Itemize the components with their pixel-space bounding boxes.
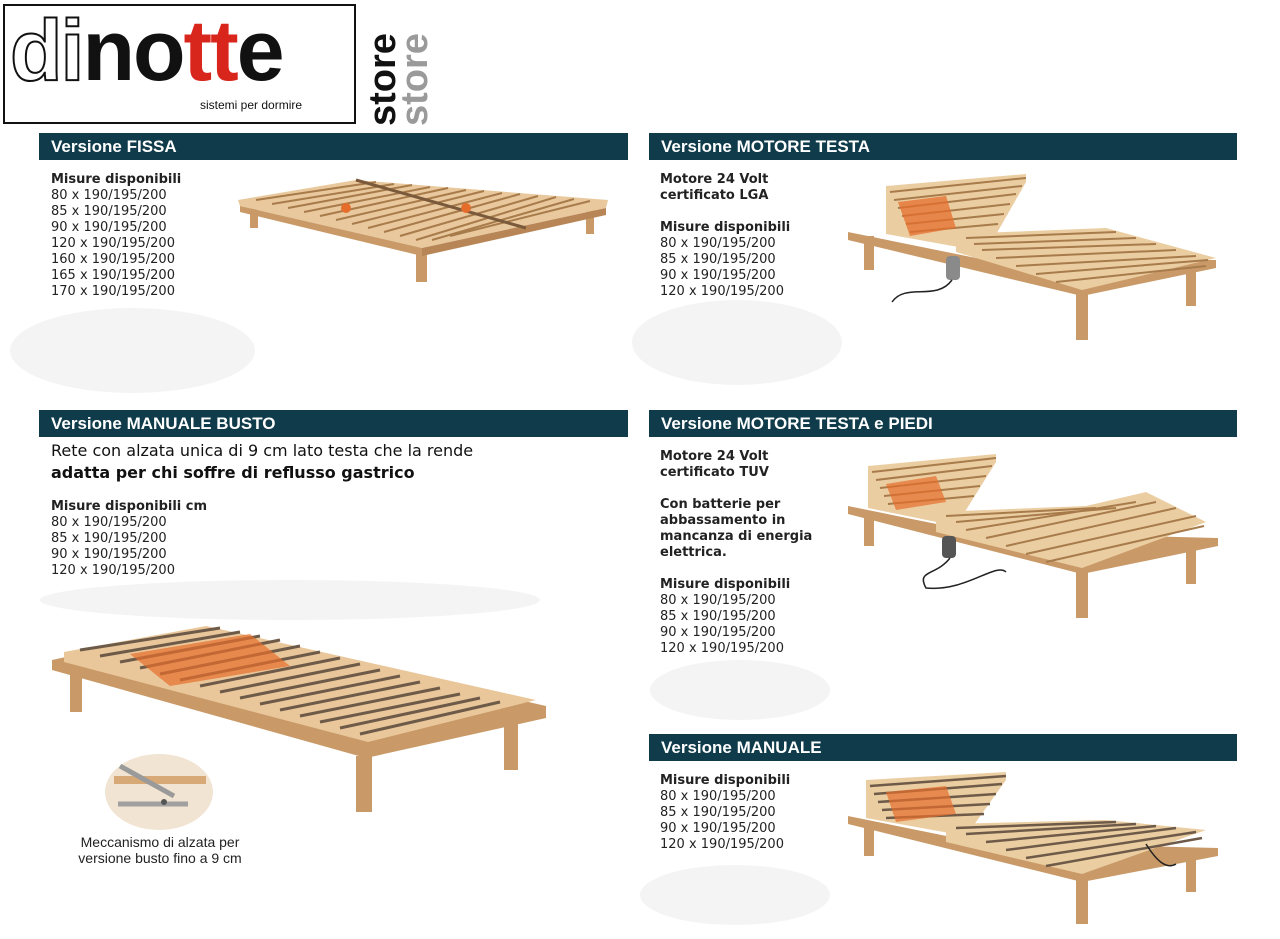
store-label-grey: store <box>394 33 436 126</box>
intro-line: Rete con alzata unica di 9 cm lato testa che la rende <box>51 441 474 460</box>
sizes-list-fissa <box>51 172 181 300</box>
size-item: 80 x 190/195/200 <box>660 593 776 608</box>
size-item: 170 x 190/195/200 <box>51 284 175 299</box>
size-item: 80 x 190/195/200 <box>51 515 167 530</box>
battery-line: Con batterie per <box>660 497 781 512</box>
store-label-dark: store <box>362 33 404 126</box>
sizes-list-manuale <box>660 773 790 853</box>
size-item: 90 x 190/195/200 <box>660 625 776 640</box>
product-shadow <box>40 580 540 620</box>
size-item: 85 x 190/195/200 <box>660 609 776 624</box>
size-item: 85 x 190/195/200 <box>660 805 776 820</box>
sizes-title: Misure disponibili <box>660 220 791 235</box>
size-item: 160 x 190/195/200 <box>51 252 175 267</box>
sizes-title: Misure disponibili <box>660 773 791 788</box>
size-item: 90 x 190/195/200 <box>51 220 167 235</box>
size-item: 85 x 190/195/200 <box>51 531 167 546</box>
size-item: 90 x 190/195/200 <box>660 821 776 836</box>
sizes-list-manuale-busto <box>51 499 207 579</box>
product-shadow <box>650 660 830 720</box>
logo-part-no: no <box>82 3 184 99</box>
size-item: 90 x 190/195/200 <box>660 268 776 283</box>
product-shadow <box>632 300 842 385</box>
section-header-motore-testa: Versione MOTORE TESTA <box>649 133 1237 160</box>
section-header-manuale: Versione MANUALE <box>649 734 1237 761</box>
caption-line: Meccanismo di alzata per <box>80 834 240 850</box>
battery-line: elettrica. <box>660 545 727 560</box>
slatted-base-motore-testa-piedi-image <box>846 452 1226 622</box>
section-header-fissa: Versione FISSA <box>39 133 628 160</box>
brand-logo <box>10 3 283 99</box>
logo-part-tt: tt <box>183 3 237 99</box>
battery-line: mancanza di energia <box>660 529 813 544</box>
size-item: 80 x 190/195/200 <box>660 789 776 804</box>
logo-part-di: di <box>10 3 83 99</box>
section-header-motore-testa-piedi: Versione MOTORE TESTA e PIEDI <box>649 410 1237 437</box>
lift-mechanism-detail-image <box>104 752 214 832</box>
size-item: 80 x 190/195/200 <box>51 188 167 203</box>
specs-motore-testa-piedi <box>660 449 812 657</box>
intro-text-manuale-busto <box>51 440 473 484</box>
size-item: 120 x 190/195/200 <box>51 236 175 251</box>
brand-tagline: sistemi per dormire <box>200 98 303 112</box>
sizes-title: Misure disponibili <box>51 172 182 187</box>
size-item: 120 x 190/195/200 <box>660 837 784 852</box>
logo-part-e: e <box>236 3 283 99</box>
sizes-title: Misure disponibili <box>660 577 791 592</box>
sizes-title: Misure disponibili cm <box>51 499 208 514</box>
section-header-manuale-busto: Versione MANUALE BUSTO <box>39 410 628 437</box>
motor-cert-line: certificato TUV <box>660 465 769 480</box>
product-shadow <box>10 308 255 393</box>
product-shadow <box>640 865 830 925</box>
slatted-base-motore-testa-image <box>846 172 1226 344</box>
size-item: 165 x 190/195/200 <box>51 268 175 283</box>
motor-spec-line: Motore 24 Volt <box>660 172 769 187</box>
motor-cert-line: certificato LGA <box>660 188 769 203</box>
caption-lift-mechanism <box>55 834 265 866</box>
size-item: 120 x 190/195/200 <box>660 641 784 656</box>
caption-line: versione busto fino a 9 cm <box>78 850 242 866</box>
motor-spec-line: Motore 24 Volt <box>660 449 769 464</box>
size-item: 120 x 190/195/200 <box>660 284 784 299</box>
size-item: 120 x 190/195/200 <box>51 563 175 578</box>
intro-line-bold: adatta per chi soffre di reflusso gastrico <box>51 463 415 482</box>
battery-line: abbassamento in <box>660 513 786 528</box>
specs-motore-testa <box>660 172 790 300</box>
size-item: 80 x 190/195/200 <box>660 236 776 251</box>
size-item: 90 x 190/195/200 <box>51 547 167 562</box>
size-item: 85 x 190/195/200 <box>51 204 167 219</box>
slatted-base-fissa-image <box>236 178 616 286</box>
size-item: 85 x 190/195/200 <box>660 252 776 267</box>
slatted-base-manuale-image <box>846 770 1226 928</box>
